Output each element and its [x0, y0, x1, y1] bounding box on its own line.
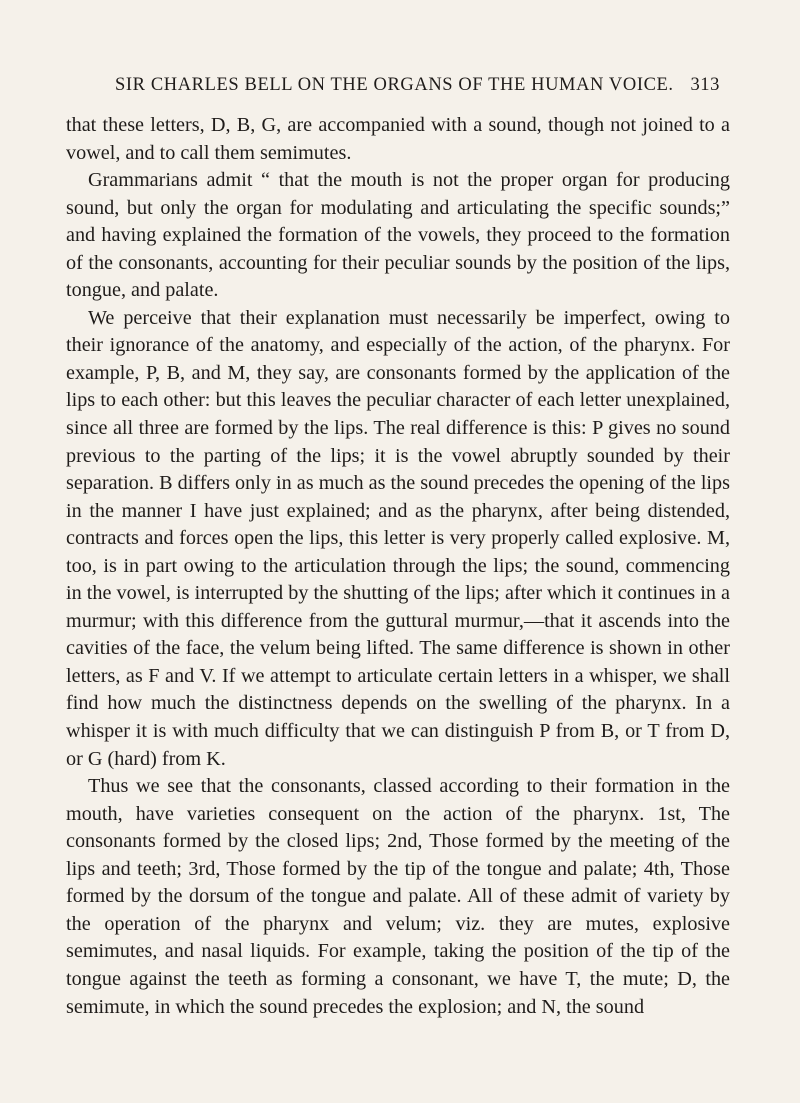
paragraph-consonant-classes: Thus we see that the consonants, classed according to their formation in the mouth, have varieties consequent on the action of the pharynx. 1st, The consonants formed by the closed lips; 2nd, Those formed by the meeting of the lips and teeth; 3rd, Those formed by the tip of the tongue and palate; 4th, Those formed by the dorsum of the tongue and palate. All of these admit of variety by the operation of the pharynx and velum; viz. they are mutes, explosive semimutes, and nasal liquids. For example, taking the position of the tip of the tongue against the teeth as forming a consonant, we have T, the mute; D, the semimute, in which the sound precedes the explosion; and N, the sound	[66, 775, 730, 1018]
paragraph-grammarians: Grammarians admit “ that the mouth is not the proper organ for producing sound, but only the organ for modulating and articulating the specific sounds;” and having explained the formation of the vowels, they proceed to the formation of the consonants, accounting for their peculiar sounds by the position of the lips, tongue, and palate.	[66, 169, 730, 302]
page-number: 313	[690, 75, 720, 95]
paragraph-explanation: We perceive that their explanation must necessarily be imperfect, owing to their ignorance of the anatomy, and especially of the action, of the pharynx. For example, P, B, and M, they say, are consonants formed by the application of the lips to each other: but this leaves the peculiar character of each letter unexplained, since all three are formed by the lips. The real difference is this: P gives no sound previous to the parting of the lips; it is the vowel abruptly sounded by their separation. B differs only in as much as the sound precedes the opening of the lips in the manner I have just explained; and as the pharynx, after being distended, contracts and forces open the lips, this letter is very properly called explosive. M, too, is in part owing to the articulation through the lips; the sound, commencing in the vowel, is interrupted by the shutting of the lips; after which it continues in a murmur; with this difference from the guttural murmur,—that it ascends into the cavities of the face, the velum being lifted. The same difference is shown in other letters, as F and V. If we attempt to articulate certain letters in a whisper, we shall find how much the distinctness depends on the swelling of the pharynx. In a whisper it is with much difficulty that we can distinguish P from B, or T from D, or G (hard) from K.	[66, 306, 730, 770]
paragraph-continuation: that these letters, D, B, G, are accompanied with a sound, though not joined to a vowel, and to call them semimutes.	[66, 114, 730, 164]
running-title: SIR CHARLES BELL ON THE ORGANS OF THE HUMAN VOICE.	[115, 75, 674, 95]
body-text	[66, 112, 730, 1021]
running-head	[115, 73, 720, 97]
